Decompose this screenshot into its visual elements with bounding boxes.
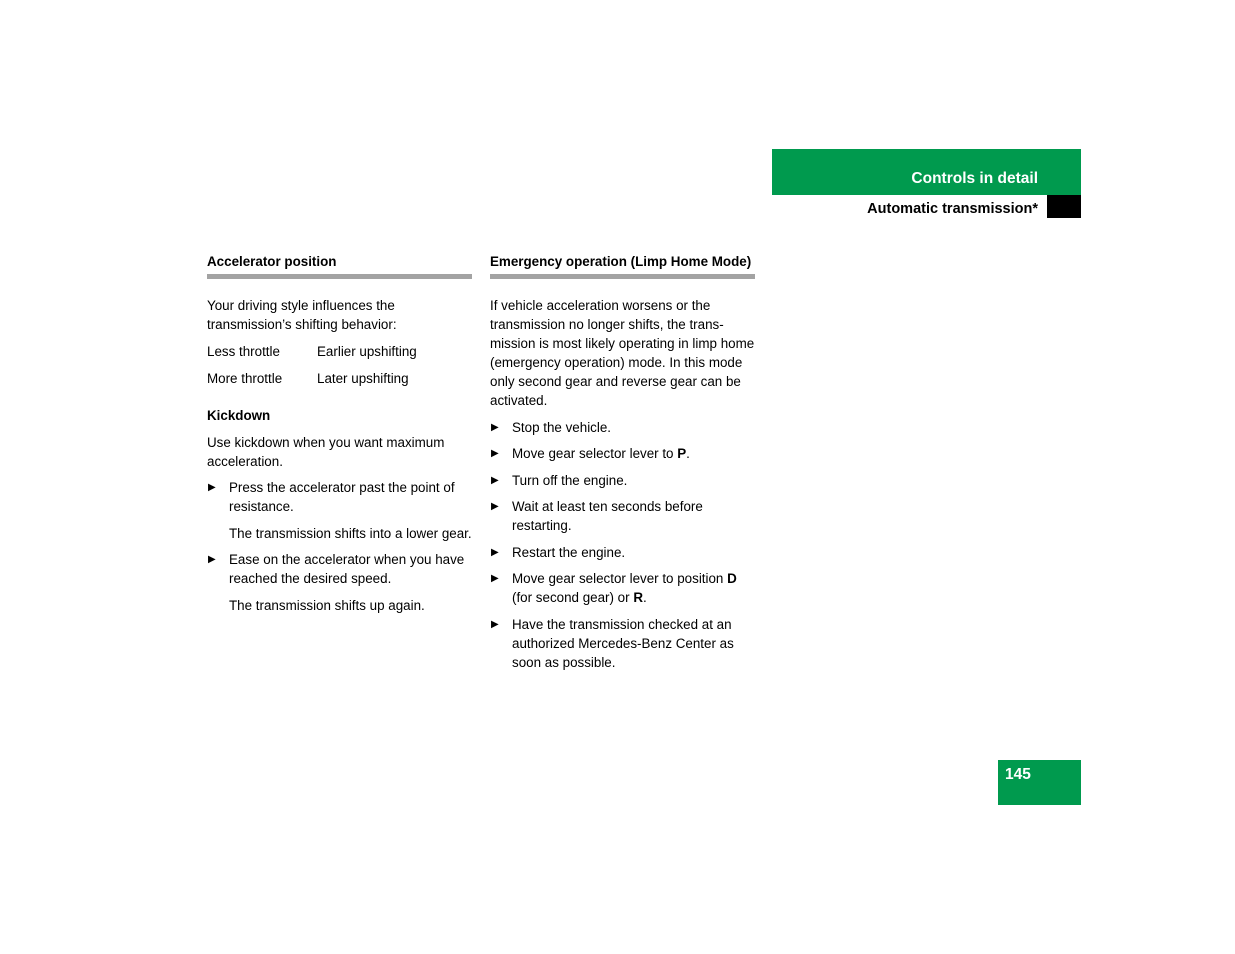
- intro-text: Your driving style influences the transmission’s shifting behavior:: [207, 298, 397, 332]
- step-item: [490, 543, 755, 562]
- gear-position-p: P: [677, 446, 687, 461]
- step-item: [207, 550, 472, 588]
- bullet-arrow-icon: ▶: [491, 421, 499, 433]
- step-item: [490, 418, 755, 437]
- step-item: [490, 569, 755, 607]
- step-item: [207, 478, 472, 516]
- step-result: The transmission shifts into a lower gear.: [229, 525, 472, 541]
- step-text: Ease on the accelerator when you have reached the desired speed.: [229, 552, 465, 586]
- step-text-cont: (for second gear) or: [512, 590, 634, 605]
- bullet-arrow-icon: ▶: [208, 554, 216, 565]
- throttle-label: Less throttle: [207, 343, 280, 359]
- step-text: Have the transmission checked at an authorized Mercedes-Benz Center as soon as possible.: [512, 616, 734, 670]
- step-text: Move gear selector lever to position: [512, 571, 728, 586]
- punctuation: .: [686, 446, 690, 461]
- bullet-arrow-icon: ▶: [491, 618, 499, 630]
- gear-position-r: R: [633, 590, 643, 605]
- step-text: Move gear selector lever to: [512, 446, 678, 461]
- left-column: [207, 253, 472, 622]
- accelerator-position-heading: Accelerator position: [207, 253, 472, 279]
- bullet-arrow-icon: ▶: [491, 474, 499, 486]
- shift-behavior: Later upshifting: [317, 370, 409, 386]
- step-text: Turn off the engine.: [512, 472, 628, 488]
- emergency-intro: If vehicle acceleration worsens or the transmission no longer shifts, the trans-mission is most likely operating in limp home (emergency operation) mode. In this mode only second gear and reverse gear can be activated.: [490, 298, 755, 408]
- bullet-arrow-icon: ▶: [491, 501, 499, 512]
- step-item: [490, 444, 755, 463]
- step-text: Press the accelerator past the point of resistance.: [229, 480, 455, 514]
- emergency-operation-heading: Emergency operation (Limp Home Mode): [490, 253, 755, 279]
- bullet-arrow-icon: ▶: [491, 546, 499, 558]
- page-number: 145: [1005, 766, 1031, 783]
- shift-behavior: Earlier upshifting: [317, 343, 417, 359]
- bullet-arrow-icon: ▶: [491, 573, 499, 584]
- kickdown-heading: Kickdown: [207, 407, 271, 423]
- header-marker-block: [1047, 195, 1081, 218]
- throttle-row: [207, 369, 472, 388]
- section-header-bar: [772, 149, 1081, 195]
- bullet-arrow-icon: ▶: [208, 482, 216, 493]
- step-result: The transmission shifts up again.: [229, 597, 425, 613]
- punctuation: .: [643, 590, 647, 605]
- throttle-row: [207, 342, 472, 361]
- subsection-title: Automatic transmission*: [867, 201, 1038, 217]
- step-text: Stop the vehicle.: [512, 419, 612, 435]
- right-column: [490, 253, 755, 679]
- bullet-arrow-icon: ▶: [491, 448, 499, 459]
- throttle-label: More throttle: [207, 370, 283, 386]
- section-title: Controls in detail: [911, 170, 1038, 187]
- gear-position-d: D: [727, 571, 737, 586]
- step-item: [490, 497, 755, 535]
- step-text: Wait at least ten seconds before restarting.: [512, 499, 703, 533]
- step-item: [490, 471, 755, 490]
- step-item: [490, 615, 755, 672]
- page-number-tab: [998, 760, 1081, 805]
- kickdown-intro: Use kickdown when you want maximum acceleration.: [207, 434, 445, 469]
- step-text: Restart the engine.: [512, 544, 626, 560]
